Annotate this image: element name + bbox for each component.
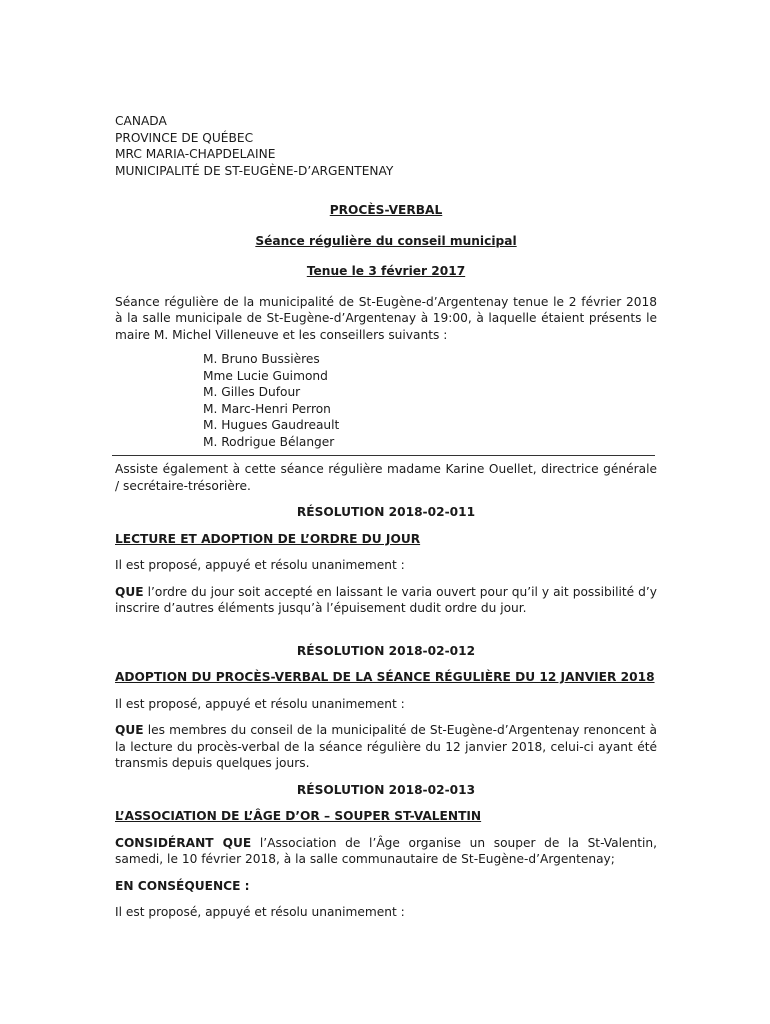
document-content [115, 113, 657, 921]
que-text: les membres du conseil de la municipalité de St-Eugène-d’Argentenay renoncent à la lecture du procès-verbal de la séance régulière du 12 janvier 2018, celui-ci ayant été transmis depuis quelques jours. [115, 723, 657, 770]
resolution-number: RÉSOLUTION 2018-02-013 [296, 782, 476, 797]
member-item: M. Bruno Bussières [203, 352, 320, 366]
header-province: PROVINCE DE QUÉBEC [115, 130, 254, 145]
member-item: M. Marc-Henri Perron [203, 401, 331, 416]
document-title: PROCÈS-VERBAL [329, 203, 443, 217]
member-item: M. Hugues Gaudreault [203, 418, 340, 432]
member-item: Mme Lucie Guimond [203, 368, 328, 383]
header-municipality: MUNICIPALITÉ DE ST-EUGÈNE-D’ARGENTENAY [115, 163, 394, 178]
resolution-heading: ADOPTION DU PROCÈS-VERBAL DE LA SÉANCE RÉGULIÈRE DU 12 JANVIER 2018 [115, 670, 655, 684]
que-label: QUE [115, 584, 144, 599]
proposed-line: Il est proposé, appuyé et résolu unanimement : [115, 558, 405, 572]
header-mrc: MRC MARIA-CHAPDELAINE [115, 147, 276, 161]
que-text: l’ordre du jour soit accepté en laissant le varia ouvert pour qu’il y ait possibilité d’y inscrire d’autres éléments jusqu’à l’épuisement dudit ordre du jour. [115, 584, 657, 615]
considering-paragraph [115, 835, 657, 868]
intro-paragraph: Séance régulière de la municipalité de St-Eugène-d’Argentenay tenue le 2 février 2018 à la salle municipale de St-Eugène-d’Argentenay à 19:00, à laquelle étaient présents le maire M. Michel Villeneuve et les conseillers suivants : [115, 294, 657, 342]
document-subtitle: Séance régulière du conseil municipal [255, 233, 517, 248]
resolution-heading: L’ASSOCIATION DE L’ÂGE D’OR – SOUPER ST-VALENTIN [115, 809, 482, 823]
consequence-line: EN CONSÉQUENCE : [115, 878, 250, 893]
member-item: M. Gilles Dufour [203, 385, 301, 399]
que-paragraph [115, 584, 657, 617]
proposed-line: Il est proposé, appuyé et résolu unanimement : [115, 905, 405, 919]
considering-text: l’Association de l’Âge organise un souper de la St-Valentin, samedi, le 10 février 2018, à la salle communautaire de St-Eugène-d’Argentenay; [115, 835, 657, 866]
que-paragraph [115, 722, 657, 772]
meeting-date-heading: Tenue le 3 février 2017 [306, 264, 466, 278]
members-list [203, 351, 657, 450]
considering-label: CONSIDÉRANT QUE [115, 835, 252, 850]
que-label: QUE [115, 723, 144, 737]
header-block [115, 113, 657, 179]
resolution-number: RÉSOLUTION 2018-02-011 [296, 505, 476, 519]
assist-paragraph: Assiste également à cette séance régulière madame Karine Ouellet, directrice générale / secrétaire-trésorière. [115, 462, 657, 493]
proposed-line: Il est proposé, appuyé et résolu unanimement : [115, 696, 405, 711]
resolution-heading: LECTURE ET ADOPTION DE L’ORDRE DU JOUR [115, 531, 421, 546]
resolution-number: RÉSOLUTION 2018-02-012 [296, 643, 476, 658]
header-country: CANADA [115, 114, 167, 128]
member-item: M. Rodrigue Bélanger [203, 434, 335, 449]
